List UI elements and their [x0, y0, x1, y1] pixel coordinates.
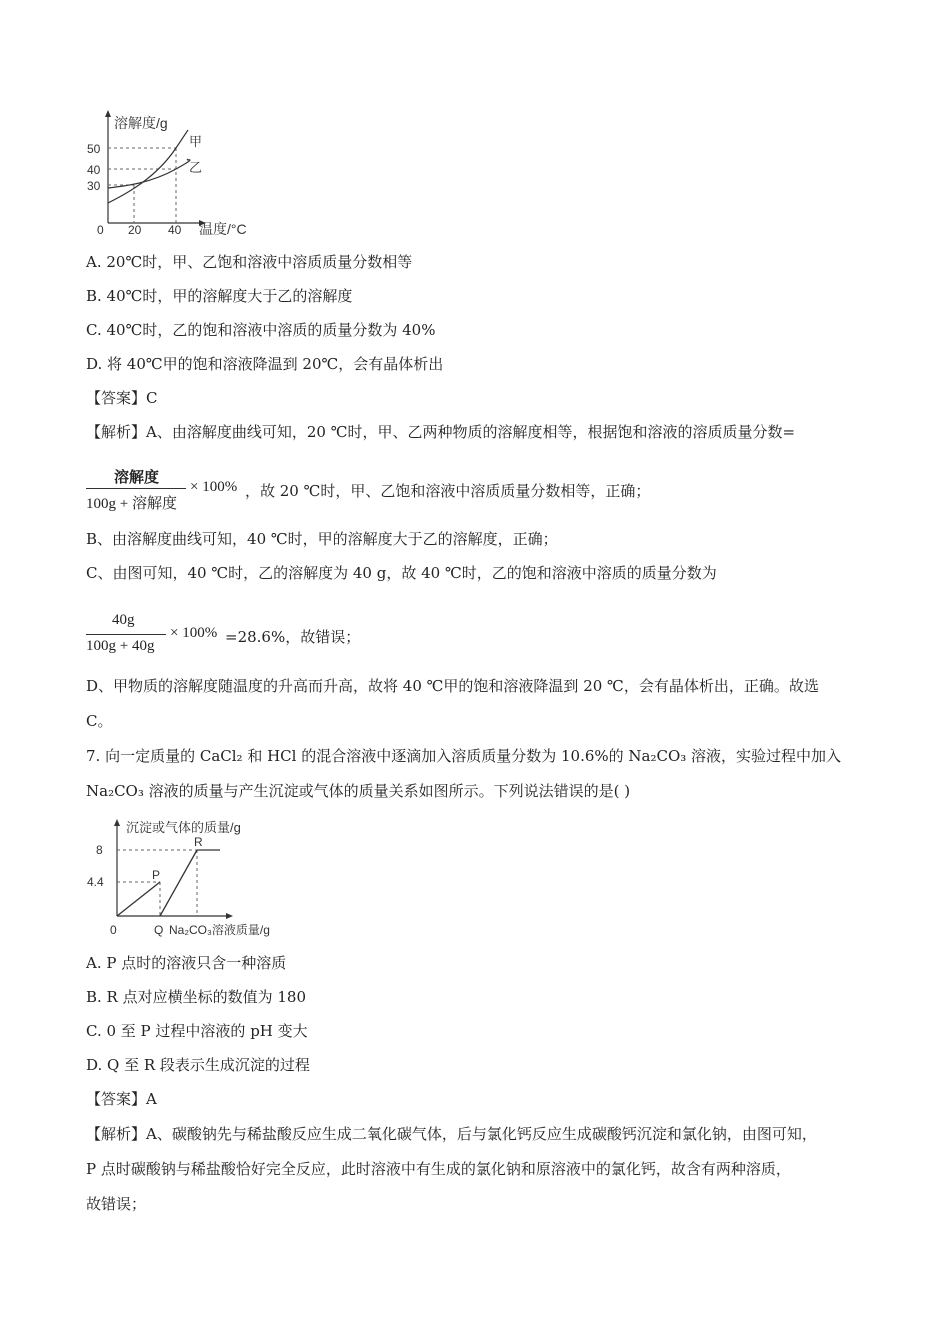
y-tick-4-4: 4.4: [87, 875, 104, 889]
q7-answer: 【答案】A: [86, 1090, 157, 1108]
curve-yi: [108, 159, 190, 188]
fraction-bar: [86, 488, 186, 489]
q7-option-d: D. Q 至 R 段表示生成沉淀的过程: [86, 1056, 310, 1074]
fraction-denominator: 100g + 溶解度: [86, 496, 177, 512]
q6-answer: 【答案】C: [86, 389, 158, 407]
fraction-denominator: 100g + 40g: [86, 638, 155, 654]
q6-option-d: D. 将 40℃甲的饱和溶液降温到 20℃，会有晶体析出: [86, 355, 444, 373]
fraction-bar: [86, 634, 166, 635]
x-axis-label: Na₂CO₃溶液质量/g: [169, 923, 270, 937]
precipitate-line: [160, 850, 197, 916]
q6-analysis-1: 【解析】A、由溶解度曲线可知，20 ℃时，甲、乙两种物质的溶解度相等，根据饱和溶液的溶质质量分数=: [86, 423, 796, 441]
q6-analysis-1b: ，故 20 ℃时，甲、乙饱和溶液中溶质质量分数相等，正确；: [245, 482, 651, 500]
gas-line: [117, 882, 160, 916]
q7-option-c: C. 0 至 P 过程中溶液的 pH 变大: [86, 1022, 308, 1040]
q7-stem-1: 7. 向一定质量的 CaCl₂ 和 HCl 的混合溶液中逐滴加入溶质质量分数为 10.6%的 Na₂CO₃ 溶液，实验过程中加入: [86, 747, 842, 765]
q7-analysis-3: 故错误；: [86, 1195, 147, 1213]
fraction-numerator: 溶解度: [114, 468, 160, 486]
q6-analysis-4: D、甲物质的溶解度随温度的升高而升高，故将 40 ℃甲的饱和溶液降温到 20 ℃，会有晶体析出，正确。故选: [86, 677, 819, 695]
legend-jia: 甲: [189, 134, 203, 149]
y-tick-40: 40: [87, 163, 101, 177]
fraction-numerator: 40g: [112, 612, 135, 628]
y-axis-label: 溶解度/g: [114, 115, 168, 131]
x-origin: 0: [97, 223, 104, 237]
q6-option-b: B. 40℃时，甲的溶解度大于乙的溶解度: [86, 287, 353, 305]
q6-analysis-4b: C。: [86, 712, 113, 730]
q6-analysis-2: B、由溶解度曲线可知，40 ℃时，甲的溶解度大于乙的溶解度，正确；: [86, 530, 558, 548]
q6-analysis-3: C、由图可知，40 ℃时，乙的溶解度为 40 g，故 40 ℃时，乙的饱和溶液中溶质的质量分数为: [86, 564, 717, 582]
x-axis-label: 温度/°C: [199, 221, 247, 237]
point-q-label: Q: [154, 923, 164, 937]
legend-yi: 乙: [189, 160, 203, 175]
point-p-label: P: [152, 868, 161, 882]
q7-option-a: A. P 点时的溶液只含一种溶质: [86, 954, 287, 972]
x-tick-40: 40: [168, 223, 182, 237]
q6-analysis-3b: =28.6%，故错误；: [225, 628, 361, 646]
y-tick-8: 8: [96, 843, 103, 857]
q7-stem-2: Na₂CO₃ 溶液的质量与产生沉淀或气体的质量关系如图所示。下列说法错误的是( ): [86, 782, 631, 800]
q6-option-a: A. 20℃时，甲、乙饱和溶液中溶质质量分数相等: [86, 253, 413, 271]
q7-option-b: B. R 点对应横坐标的数值为 180: [86, 988, 307, 1006]
x-tick-20: 20: [128, 223, 142, 237]
y-tick-30: 30: [87, 179, 101, 193]
y-tick-50: 50: [87, 142, 101, 156]
fraction-multiplier: × 100%: [170, 625, 218, 641]
fraction-multiplier: × 100%: [190, 479, 238, 495]
solubility-chart: [86, 108, 356, 238]
y-axis-label: 沉淀或气体的质量/g: [126, 820, 241, 835]
q6-option-c: C. 40℃时，乙的饱和溶液中溶质的质量分数为 40%: [86, 321, 436, 339]
q7-analysis-2: P 点时碳酸钠与稀盐酸恰好完全反应，此时溶液中有生成的氯化钠和原溶液中的氯化钙，故含有两种溶质，: [86, 1160, 791, 1178]
x-origin: 0: [110, 923, 117, 937]
point-r-label: R: [194, 835, 203, 849]
q7-analysis-1: 【解析】A、碳酸钠先与稀盐酸反应生成二氧化碳气体，后与氯化钙反应生成碳酸钙沉淀和氯化钠，由图可知，: [86, 1125, 817, 1143]
precipitate-gas-chart: [86, 816, 316, 941]
